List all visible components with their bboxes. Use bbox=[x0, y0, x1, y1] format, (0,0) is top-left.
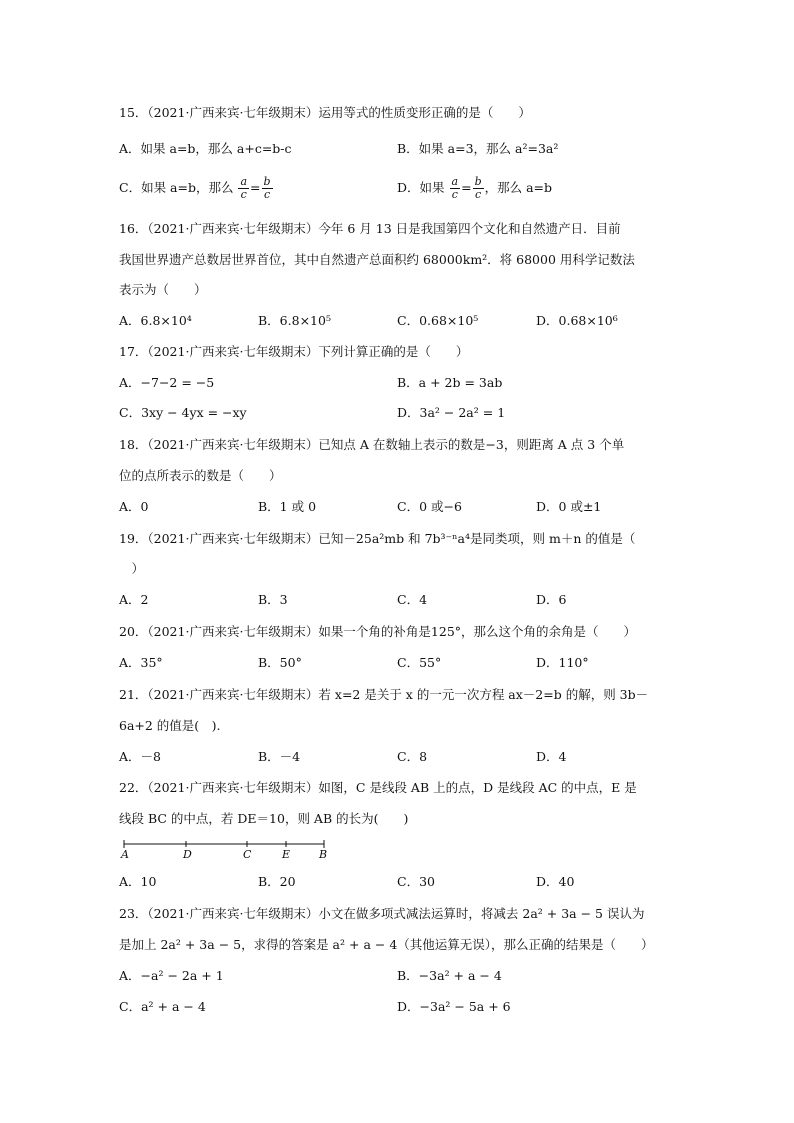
q15-option-a: A．如果 a=b，那么 a+c=b-c bbox=[119, 141, 292, 156]
q20-option-b: B．50° bbox=[258, 655, 302, 670]
q23-option-b: B．−3a² + a − 4 bbox=[397, 968, 502, 983]
question-23-stem-line-1: 23．（2021·广西来宾·七年级期末）小文在做多项式减法运算时，将减去 2a² + 3a − 5 误认为 bbox=[119, 906, 645, 921]
q22-option-a: A．10 bbox=[119, 874, 157, 889]
q15-option-b: B．如果 a=3，那么 a²=3a² bbox=[397, 141, 559, 156]
q21-option-d: D．4 bbox=[536, 749, 567, 764]
question-19-stem-line-1: 19．（2021·广西来宾·七年级期末）已知－25a²mb 和 7b³⁻ⁿa⁴是同类项，则 m＋n 的值是（ bbox=[119, 531, 636, 546]
q19-option-b: B．3 bbox=[258, 592, 288, 607]
q16-option-c: C．0.68×10⁵ bbox=[397, 313, 479, 328]
q20-option-c: C．55° bbox=[397, 655, 442, 670]
question-15-stem: 15．（2021·广西来宾·七年级期末）运用等式的性质变形正确的是（ ） bbox=[119, 105, 531, 120]
q16-option-b: B．6.8×10⁵ bbox=[258, 313, 331, 328]
q20-option-d: D．110° bbox=[536, 655, 589, 670]
q21-option-a: A．－8 bbox=[119, 749, 161, 764]
q18-option-d: D．0 或±1 bbox=[536, 499, 602, 514]
q17-option-b: B．a + 2b = 3ab bbox=[397, 375, 503, 390]
question-17-stem: 17．（2021·广西来宾·七年级期末）下列计算正确的是（ ） bbox=[119, 344, 469, 359]
q20-option-a: A．35° bbox=[119, 655, 163, 670]
question-16-stem-line-1: 16．（2021·广西来宾·七年级期末）今年 6 月 13 日是我国第四个文化和自然遗产日．目前 bbox=[119, 221, 621, 236]
point-label-a: A bbox=[121, 848, 129, 861]
question-23-stem-line-2: 是加上 2a² + 3a − 5，求得的答案是 a² + a − 4（其他运算无误），那么正确的结果是（ ） bbox=[119, 937, 654, 952]
q23-option-a: A．−a² − 2a + 1 bbox=[119, 968, 224, 983]
fraction-b-over-c: $\frac{b}{c}$ bbox=[474, 175, 482, 201]
q15-option-c: C．如果 a=b，那么 $\frac{a}{c}$ = $\frac{b}{c}$ bbox=[119, 175, 271, 201]
line-segment-figure bbox=[119, 838, 334, 864]
fraction-a-over-c: $\frac{a}{c}$ bbox=[451, 175, 459, 201]
q15-option-d-suffix: ，那么 a=b bbox=[484, 180, 553, 195]
question-22-stem-line-2: 线段 BC 的中点，若 DE＝10，则 AB 的长为( ) bbox=[119, 811, 409, 826]
q22-option-d: D．40 bbox=[536, 874, 575, 889]
question-19-stem-line-2: ） bbox=[119, 561, 145, 576]
line-segment-svg bbox=[119, 838, 334, 850]
q16-option-a: A．6.8×10⁴ bbox=[119, 313, 192, 328]
q17-option-c: C．3xy − 4yx = −xy bbox=[119, 405, 247, 420]
point-label-b: B bbox=[319, 848, 328, 861]
q22-option-c: C．30 bbox=[397, 874, 435, 889]
q19-option-c: C．4 bbox=[397, 592, 428, 607]
q22-option-b: B．20 bbox=[258, 874, 296, 889]
q19-option-d: D．6 bbox=[536, 592, 567, 607]
q15-option-d: D．如果 $\frac{a}{c}$ = $\frac{b}{c}$ ，那么 a=b bbox=[397, 175, 553, 201]
point-label-c: C bbox=[243, 848, 252, 861]
question-21-stem-line-1: 21．（2021·广西来宾·七年级期末）若 x=2 是关于 x 的一元一次方程 ax－2=b 的解，则 3b－ bbox=[119, 687, 649, 702]
q21-option-c: C．8 bbox=[397, 749, 428, 764]
q15-option-d-text: D．如果 bbox=[397, 180, 445, 195]
question-21-stem-line-2: 6a+2 的值是( ). bbox=[119, 718, 221, 733]
q17-option-d: D．3a² − 2a² = 1 bbox=[397, 405, 506, 420]
q18-option-c: C．0 或−6 bbox=[397, 499, 462, 514]
point-label-d: D bbox=[183, 848, 192, 861]
question-20-stem: 20．（2021·广西来宾·七年级期末）如果一个角的补角是125°，那么这个角的余角是（ ） bbox=[119, 624, 637, 639]
q21-option-b: B．－4 bbox=[258, 749, 301, 764]
fraction-b-over-c: $\frac{b}{c}$ bbox=[263, 175, 271, 201]
q18-option-a: A．0 bbox=[119, 499, 149, 514]
q16-option-d: D．0.68×10⁶ bbox=[536, 313, 618, 328]
q15-option-c-text: C．如果 a=b，那么 bbox=[119, 180, 234, 195]
q18-option-b: B．1 或 0 bbox=[258, 499, 317, 514]
question-22-stem-line-1: 22．（2021·广西来宾·七年级期末）如图，C 是线段 AB 上的点，D 是线段 AC 的中点，E 是 bbox=[119, 780, 637, 795]
point-label-e: E bbox=[282, 848, 291, 861]
q23-option-c: C．a² + a − 4 bbox=[119, 999, 206, 1014]
question-16-stem-line-3: 表示为（ ） bbox=[119, 282, 207, 297]
fraction-a-over-c: $\frac{a}{c}$ bbox=[240, 175, 248, 201]
question-18-stem-line-1: 18．（2021·广西来宾·七年级期末）已知点 A 在数轴上表示的数是−3，则距离 A 点 3 个单 bbox=[119, 437, 625, 452]
q17-option-a: A．−7−2 = −5 bbox=[119, 375, 215, 390]
q19-option-a: A．2 bbox=[119, 592, 149, 607]
question-16-stem-line-2: 我国世界遗产总数居世界首位，其中自然遗产总面积约 68000km²．将 68000 用科学记数法 bbox=[119, 252, 635, 267]
q23-option-d: D．−3a² − 5a + 6 bbox=[397, 999, 511, 1014]
question-18-stem-line-2: 位的点所表示的数是（ ） bbox=[119, 468, 282, 483]
